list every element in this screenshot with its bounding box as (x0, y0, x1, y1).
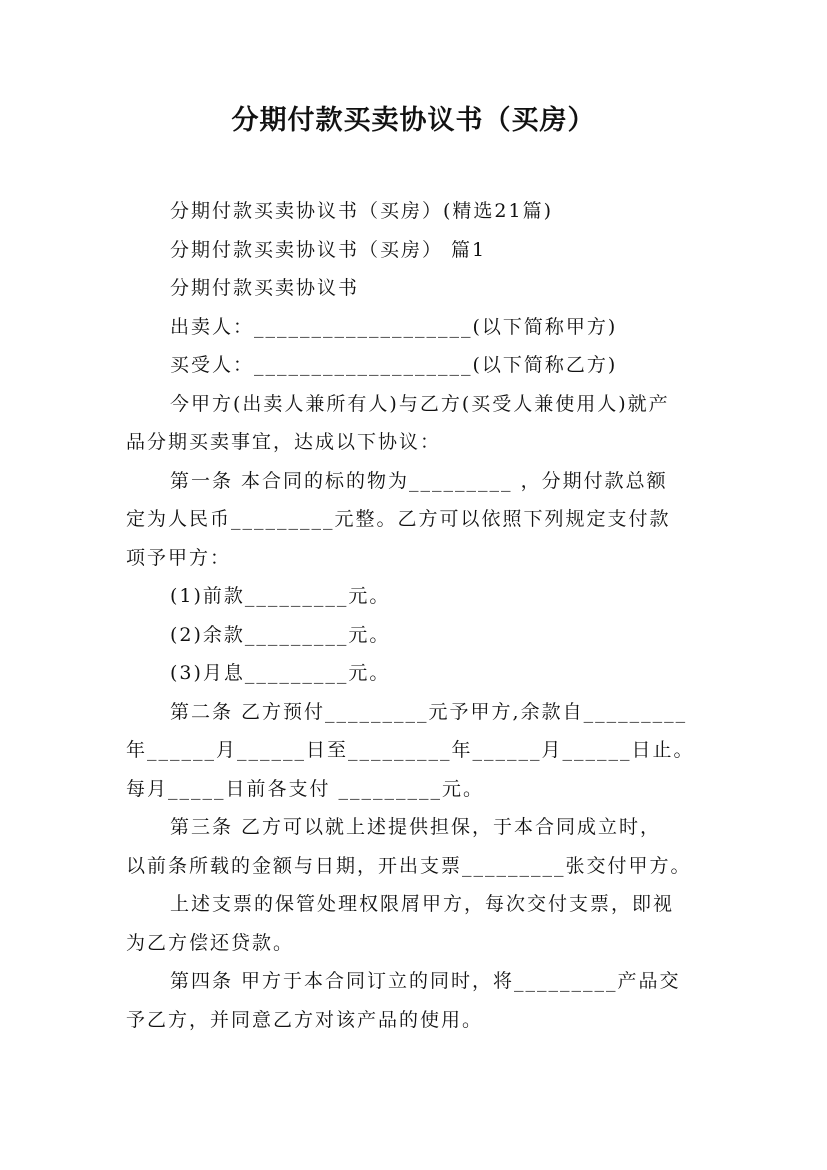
article-3-line-3: 上述支票的保管处理权限屑甲方，每次交付支票，即视 (170, 893, 675, 915)
section-heading: 分期付款买卖协议书（买房） 篇1 (170, 238, 487, 261)
seller-line: 出卖人：___________________(以下简称甲方) (170, 315, 618, 338)
article-4-line-2: 予乙方，并同意乙方对该产品的使用。 (126, 1008, 484, 1031)
article-1-line-2: 定为人民币_________元整。乙方可以依照下列规定支付款 (126, 508, 671, 530)
agreement-name: 分期付款买卖协议书 (170, 277, 360, 299)
article-2-line-2: 年______月______日至_________年______月______日止。 (126, 739, 695, 761)
monthly-interest-line: (3)月息_________元。 (170, 662, 391, 684)
article-3-line-4: 为乙方偿还贷款。 (126, 931, 295, 954)
article-4-line-1: 第四条 甲方于本合同订立的同时，将_________产品交 (170, 970, 681, 992)
subtitle-line: 分期付款买卖协议书（买房）(精选21篇) (170, 200, 554, 222)
buyer-line: 买受人：___________________(以下简称乙方) (170, 354, 618, 376)
article-2-line-3: 每月_____日前各支付 _________元。 (126, 777, 485, 800)
document-body (126, 192, 711, 1039)
article-2-line-1: 第二条 乙方预付_________元予甲方,余款自_________ (170, 700, 688, 723)
article-3-line-2: 以前条所载的金额与日期，开出支票_________张交付甲方。 (126, 854, 692, 877)
article-3-line-1: 第三条 乙方可以就上述提供担保，于本合同成立时， (170, 816, 662, 838)
preamble-line-1: 今甲方(出卖人兼所有人)与乙方(买受人兼使用人)就产 (170, 392, 670, 415)
document-title: 分期付款买卖协议书（买房） (231, 105, 596, 136)
down-payment-line: (1)前款_________元。 (170, 585, 391, 607)
article-1-line-1: 第一条 本合同的标的物为_________ ，分期付款总额 (170, 469, 668, 492)
balance-line: (2)余款_________元。 (170, 623, 391, 646)
preamble-line-2: 品分期买卖事宜，达成以下协议： (126, 431, 442, 453)
article-1-line-3: 项予甲方： (126, 546, 232, 569)
